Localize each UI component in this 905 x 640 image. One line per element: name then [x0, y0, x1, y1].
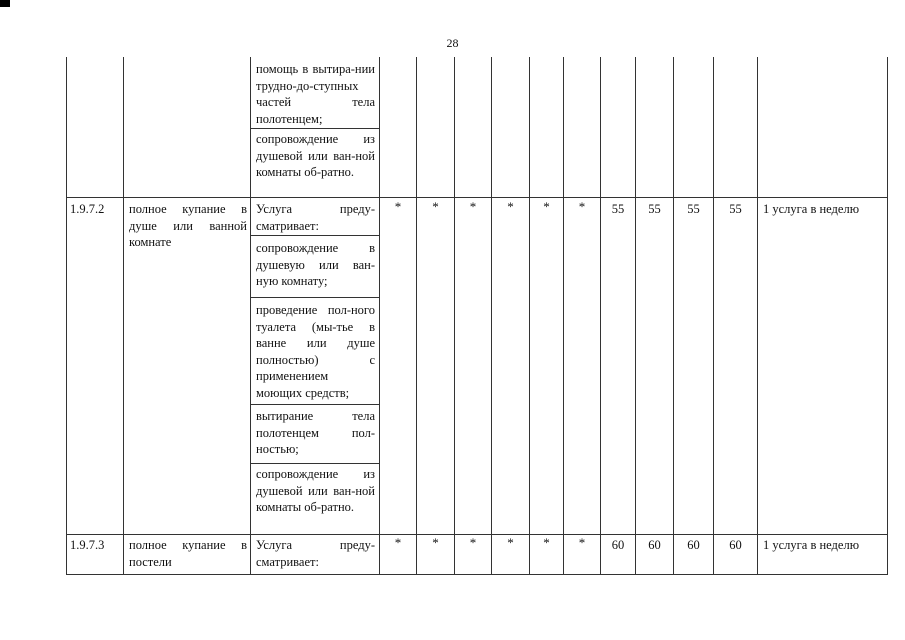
- availability-mark: *: [578, 199, 586, 214]
- value-cell: 55: [687, 202, 700, 216]
- availability-mark: *: [432, 199, 439, 214]
- frequency-cell: 1 услуга в неделю: [763, 202, 860, 216]
- col-divider: [600, 57, 601, 575]
- service-step: сопровождение из душевой или ван-ной комнаты об-ратно.: [256, 467, 375, 514]
- service-step: сопровождение в душевую или ван-ную комнату;: [256, 241, 375, 288]
- service-step: проведение пол-ного туалета (мы-тье в ванне или душе полностью) с применением моющих средств;: [256, 303, 375, 400]
- col-divider: [379, 57, 380, 575]
- col-divider: [635, 57, 636, 575]
- table-border-bottom: [66, 574, 888, 575]
- subrow-divider: [250, 463, 380, 464]
- row-divider: [66, 197, 888, 198]
- row-code: 1.9.7.3: [70, 538, 105, 552]
- col-divider: [713, 57, 714, 575]
- service-step: Услуга преду-сматривает:: [256, 202, 375, 233]
- subrow-divider: [250, 404, 380, 405]
- col-divider: [563, 57, 564, 575]
- availability-mark: *: [578, 535, 586, 550]
- page-number: 28: [446, 36, 459, 50]
- col-divider: [250, 57, 251, 575]
- value-cell: 60: [611, 538, 625, 552]
- value-cell: 55: [729, 202, 742, 216]
- availability-mark: *: [543, 199, 550, 214]
- availability-mark: *: [543, 535, 550, 550]
- service-step: вытирание тела полотенцем пол-ностью;: [256, 409, 375, 456]
- col-divider: [416, 57, 417, 575]
- service-name: полное купание в душе или ванной комнате: [129, 202, 247, 249]
- availability-mark: *: [469, 535, 477, 550]
- value-cell: 55: [648, 202, 661, 216]
- service-step: сопровождение из душевой или ван-ной комнаты об-ратно.: [256, 132, 375, 179]
- col-divider: [123, 57, 124, 575]
- col-divider: [757, 57, 758, 575]
- availability-mark: *: [507, 199, 514, 214]
- col-divider: [454, 57, 455, 575]
- service-name: полное купание в постели: [129, 538, 247, 569]
- service-step: помощь в вытира-нии трудно-до-ступных частей тела полотенцем;: [256, 62, 375, 126]
- service-step: Услуга преду-сматривает:: [256, 538, 375, 569]
- col-divider: [529, 57, 530, 575]
- subrow-divider: [250, 128, 380, 129]
- value-cell: 60: [648, 538, 661, 552]
- availability-mark: *: [432, 535, 439, 550]
- availability-mark: *: [469, 199, 477, 214]
- row-code: 1.9.7.2: [70, 202, 105, 216]
- table-border-left: [66, 57, 67, 575]
- frequency-cell: 1 услуга в неделю: [763, 538, 860, 552]
- availability-mark: *: [394, 535, 402, 550]
- subrow-divider: [250, 235, 380, 236]
- value-cell: 55: [611, 202, 625, 216]
- value-cell: 60: [687, 538, 700, 552]
- value-cell: 60: [729, 538, 742, 552]
- col-divider: [673, 57, 674, 575]
- subrow-divider: [250, 297, 380, 298]
- availability-mark: *: [394, 199, 402, 214]
- availability-mark: *: [507, 535, 514, 550]
- col-divider: [491, 57, 492, 575]
- table-border-right: [887, 57, 888, 575]
